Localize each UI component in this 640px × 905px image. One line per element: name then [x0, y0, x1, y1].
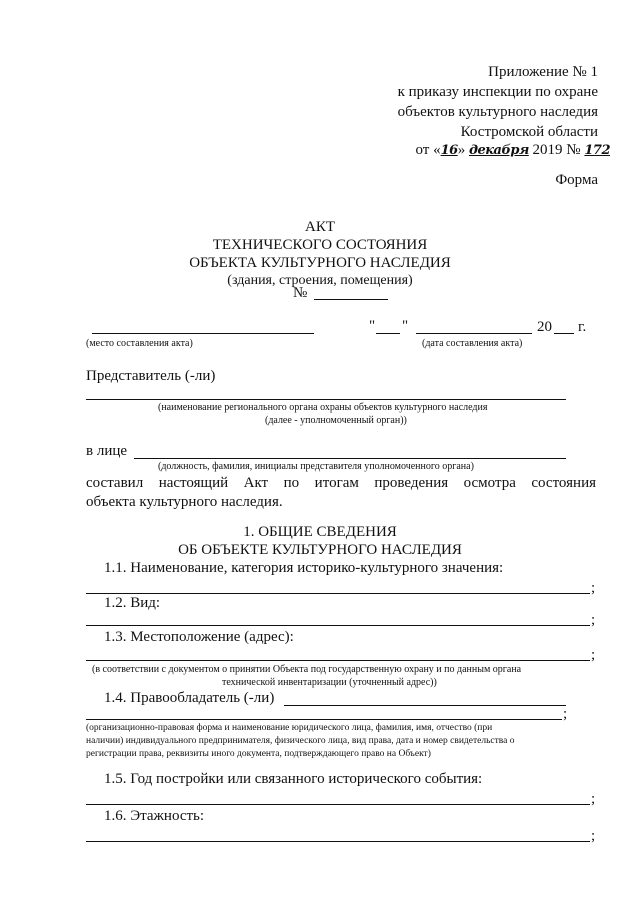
item-1-2-field[interactable] [86, 625, 590, 626]
act-subtitle: (здания, строения, помещения) [227, 273, 413, 288]
act-number-field[interactable] [314, 299, 388, 300]
representative-label: Представитель (-ли) [86, 368, 216, 384]
date-caption: (дата составления акта) [422, 338, 523, 349]
date-day-handwritten: 16 [440, 143, 458, 158]
item-1-6-label: 1.6. Этажность: [104, 808, 205, 824]
act-title: АКТ [305, 219, 335, 235]
representative-caption: (наименование регионального органа охраны объектов культурного наследия [158, 402, 488, 413]
year-prefix: 20 [537, 319, 552, 335]
appendix-number: Приложение № 1 [488, 64, 598, 80]
act-number-label: № [293, 285, 308, 301]
item-1-5-field[interactable] [86, 804, 590, 805]
item-1-2-semicolon: ; [591, 612, 596, 628]
item-1-4-caption-line2: наличии) индивидуального предпринимателя, физического лица, вид права, дата и номер свидетельства о [86, 736, 515, 746]
representative-caption-line2: (далее - уполномоченный орган)) [265, 415, 407, 426]
section1-heading-line2: ОБ ОБЪЕКТЕ КУЛЬТУРНОГО НАСЛЕДИЯ [178, 542, 462, 558]
date-mid: » [457, 142, 466, 158]
order-date [415, 142, 610, 159]
item-1-3-field[interactable] [86, 660, 590, 661]
item-1-1-field[interactable] [86, 593, 590, 594]
date-month-handwritten: декабря [468, 143, 529, 158]
section1-heading: 1. ОБЩИЕ СВЕДЕНИЯ [243, 524, 397, 540]
item-1-3-caption: (в соответствии с документом о принятии Объекта под государственную охрану и по данным органа [92, 664, 522, 675]
item-1-5-label: 1.5. Год постройки или связанного исторического события: [104, 771, 483, 787]
month-field[interactable] [416, 333, 532, 334]
item-1-3-label: 1.3. Местоположение (адрес): [104, 629, 294, 645]
in-person-label: в лице [86, 443, 128, 459]
item-1-1-semicolon: ; [591, 580, 596, 596]
date-prefix: от « [415, 142, 441, 158]
year-field[interactable] [554, 333, 574, 334]
form-label: Форма [555, 172, 598, 188]
quote-close: " [402, 318, 409, 334]
order-reference: к приказу инспекции по охране [397, 84, 598, 100]
statement-line2: объекта культурного наследия. [86, 494, 283, 510]
item-1-6-field[interactable] [86, 841, 590, 842]
in-person-field[interactable] [134, 458, 566, 459]
item-1-4-label: 1.4. Правообладатель (-ли) [104, 690, 275, 706]
item-1-3-caption-line2: технической инвентаризации (уточненный адрес)) [222, 677, 437, 688]
place-caption: (место составления акта) [86, 338, 193, 349]
statement-line1: составил настоящий Акт по итогам проведения осмотра состояния [86, 475, 596, 491]
day-field[interactable] [376, 333, 400, 334]
order-number-handwritten: 172 [584, 143, 610, 158]
order-reference-line3: Костромской области [460, 124, 598, 140]
item-1-4-field-line2[interactable] [86, 719, 562, 720]
order-reference-line2: объектов культурного наследия [397, 104, 598, 120]
item-1-6-semicolon: ; [591, 828, 596, 844]
quote-open: " [369, 318, 376, 334]
place-field[interactable] [92, 333, 314, 334]
item-1-1-label: 1.1. Наименование, категория историко-культурного значения: [104, 560, 504, 576]
item-1-4-field[interactable] [284, 705, 566, 706]
in-person-caption: (должность, фамилия, инициалы представителя уполномоченного органа) [158, 461, 474, 472]
item-1-2-label: 1.2. Вид: [104, 595, 161, 611]
year-suffix: г. [578, 319, 587, 335]
item-1-4-semicolon: ; [563, 706, 568, 722]
item-1-5-semicolon: ; [591, 791, 596, 807]
act-title-line2: ТЕХНИЧЕСКОГО СОСТОЯНИЯ [212, 237, 428, 253]
act-title-line3: ОБЪЕКТА КУЛЬТУРНОГО НАСЛЕДИЯ [189, 255, 451, 271]
item-1-3-semicolon: ; [591, 647, 596, 663]
item-1-4-caption-line3: регистрации права, реквизиты иного документа, подтверждающего право на Объект) [86, 749, 431, 759]
item-1-4-caption: (организационно-правовая форма и наименование юридического лица, фамилия, имя, отчество (при [86, 723, 493, 733]
date-year: 2019 № [532, 142, 581, 158]
representative-field[interactable] [86, 399, 566, 400]
